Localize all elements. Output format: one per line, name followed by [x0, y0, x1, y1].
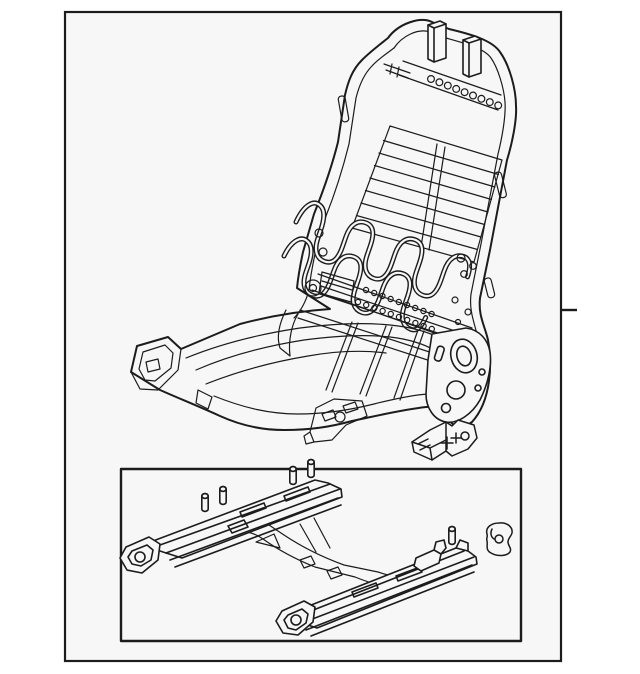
right-rail-stud — [449, 527, 455, 545]
track-end-bracket-outline — [487, 523, 512, 556]
track-end-bracket — [487, 523, 512, 556]
